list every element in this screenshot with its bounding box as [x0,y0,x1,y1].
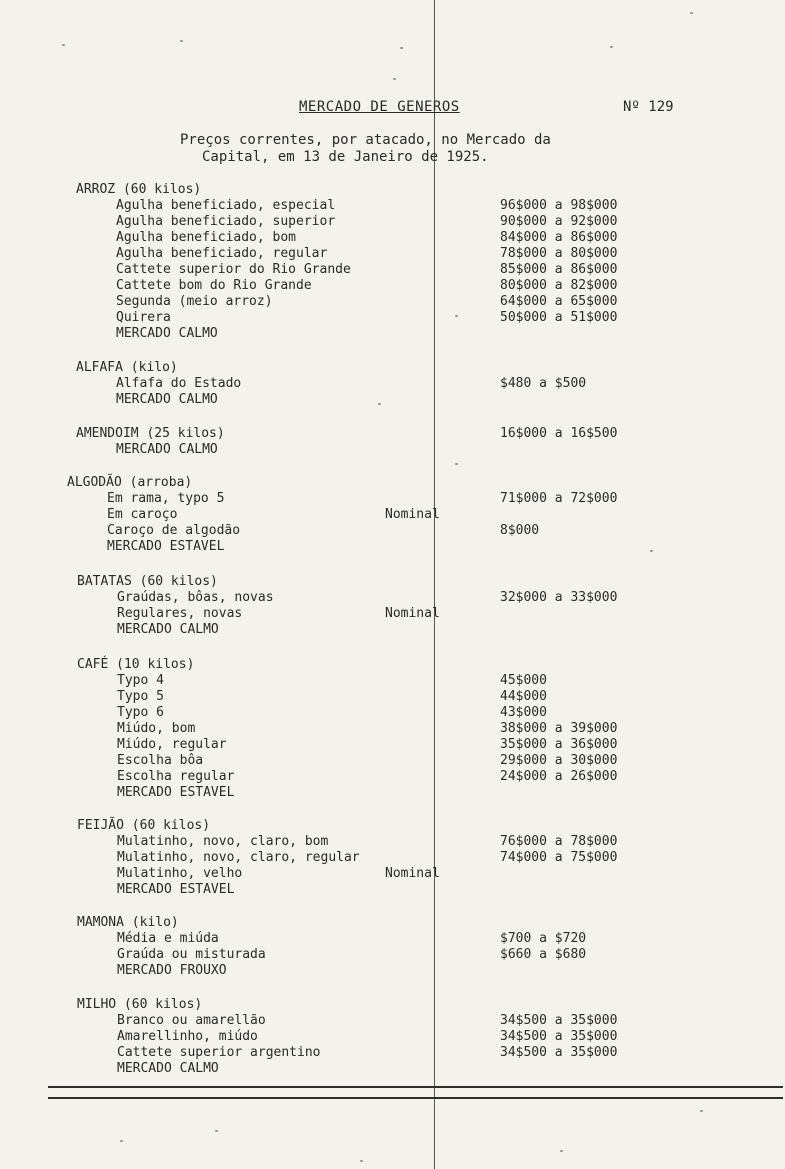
item-label: Amarellinho, miúdo [117,1029,258,1044]
item-price: 84$000 a 86$000 [500,230,618,245]
category-label: ALFAFA (kilo) [76,360,178,375]
category-label: CAFÉ (10 kilos) [77,657,195,672]
market-status: MERCADO ESTAVEL [107,539,225,554]
category-label: FEIJÃO (60 kilos) [77,818,211,833]
item-label: Mulatinho, velho [117,866,243,881]
price-row [76,198,618,214]
price-row [76,246,618,262]
price-row [77,673,547,689]
paper-speck [378,403,381,405]
market-status: MERCADO ESTAVEL [117,882,235,897]
item-label: Escolha bôa [117,753,204,768]
market-status: MERCADO ESTAVEL [117,785,235,800]
price-row [76,262,618,278]
item-price: 43$000 [500,705,547,720]
item-price: 34$500 a 35$000 [500,1029,618,1044]
item-label: Typo 5 [117,689,164,704]
section-5 [77,657,618,801]
price-row [77,721,618,737]
item-label: Cattete superior argentino [117,1045,321,1060]
category-label: AMENDOIM (25 kilos) [76,426,225,441]
bottom-rule-2 [48,1097,783,1099]
price-row [76,278,618,294]
item-label: Escolha regular [117,769,235,784]
item-price: 34$500 a 35$000 [500,1013,618,1028]
paper-speck [650,550,653,552]
price-row [77,834,618,850]
price-row [77,1013,618,1029]
market-status: MERCADO CALMO [116,392,218,407]
section-4 [77,574,618,638]
market-status: MERCADO CALMO [116,442,218,457]
market-status: MERCADO FROUXO [117,963,227,978]
item-price: 78$000 a 80$000 [500,246,618,261]
price-row [77,590,618,606]
price-row [76,214,618,230]
item-price: 45$000 [500,673,547,688]
price-row [76,230,618,246]
price-row [67,491,618,507]
item-label: Mulatinho, novo, claro, regular [117,850,360,865]
item-price: 8$000 [500,523,540,538]
page-title: MERCADO DE GENEROS [299,99,460,115]
item-price: 74$000 a 75$000 [500,850,618,865]
price-row [76,376,587,392]
paper-speck [62,44,65,46]
page-number: Nº 129 [623,99,674,115]
price-row [77,866,440,882]
item-label: Typo 6 [117,705,164,720]
item-label: Caroço de algodão [107,523,241,538]
section-8 [77,997,618,1077]
category-label: ALGODÃO (arroba) [67,475,193,490]
subtitle-line-1: Preços correntes, por atacado, no Mercado da [180,132,551,148]
item-price: 29$000 a 30$000 [500,753,618,768]
fold-line [434,0,435,1169]
paper-speck [455,315,458,317]
item-label: Miúdo, regular [117,737,227,752]
item-label: Alfafa do Estado [116,376,242,391]
paper-speck [393,78,396,80]
price-row [77,753,618,769]
price-row [77,1029,618,1045]
item-price: 76$000 a 78$000 [500,834,618,849]
item-price: 96$000 a 98$000 [500,198,618,213]
item-label: Agulha beneficiado, regular [116,246,328,261]
paper-speck [610,46,613,48]
section-2 [76,426,618,458]
section-3 [67,475,618,555]
paper-speck [180,40,183,42]
item-label: Média e miúda [117,931,219,946]
section-6 [77,818,618,898]
price-row [77,947,587,963]
item-price: $660 a $680 [500,947,587,962]
category-price: 16$000 a 16$500 [500,426,618,441]
price-row [77,606,440,622]
item-label: Graúda ou misturada [117,947,266,962]
item-label: Agulha beneficiado, especial [116,198,336,213]
price-row [77,705,547,721]
nominal-label: Nominal [385,606,440,621]
paper-speck [400,47,403,49]
item-label: Cattete superior do Rio Grande [116,262,351,277]
section-0 [76,182,618,342]
item-label: Segunda (meio arroz) [116,294,273,309]
item-price: 35$000 a 36$000 [500,737,618,752]
price-row [77,689,547,705]
category-label: MILHO (60 kilos) [77,997,203,1012]
paper-speck [215,1130,218,1132]
price-row [77,1045,618,1061]
section-1 [76,360,587,408]
nominal-label: Nominal [385,866,440,881]
paper-speck [360,1160,363,1162]
paper-speck [700,1110,703,1112]
market-status: MERCADO CALMO [117,1061,219,1076]
paper-speck [690,12,693,14]
item-price: 44$000 [500,689,547,704]
category-label: BATATAS (60 kilos) [77,574,218,589]
price-row [77,737,618,753]
price-row [76,310,618,326]
item-price: 90$000 a 92$000 [500,214,618,229]
subtitle-line-2: Capital, em 13 de Janeiro de 1925. [202,149,489,165]
item-price: 80$000 a 82$000 [500,278,618,293]
item-label: Miúdo, bom [117,721,196,736]
item-label: Graúdas, bôas, novas [117,590,274,605]
item-label: Branco ou amarellão [117,1013,266,1028]
item-price: $480 a $500 [500,376,587,391]
item-price: 71$000 a 72$000 [500,491,618,506]
item-label: Em caroço [107,507,178,522]
item-label: Agulha beneficiado, superior [116,214,336,229]
item-price: 85$000 a 86$000 [500,262,618,277]
item-label: Mulatinho, novo, claro, bom [117,834,329,849]
paper-speck [120,1140,123,1142]
item-label: Typo 4 [117,673,164,688]
item-label: Cattete bom do Rio Grande [116,278,312,293]
item-price: 24$000 a 26$000 [500,769,618,784]
subtitle [180,132,551,166]
item-price: 38$000 a 39$000 [500,721,618,736]
nominal-label: Nominal [385,507,440,522]
category-label: MAMONA (kilo) [77,915,179,930]
item-label: Quirera [116,310,171,325]
paper-speck [560,1150,563,1152]
item-label: Agulha beneficiado, bom [116,230,297,245]
price-row [77,769,618,785]
market-status: MERCADO CALMO [117,622,219,637]
price-row [77,850,618,866]
section-7 [77,915,587,979]
market-status: MERCADO CALMO [116,326,218,341]
item-price: 34$500 a 35$000 [500,1045,618,1060]
item-price: 32$000 a 33$000 [500,590,618,605]
price-row [67,507,440,523]
price-row [67,523,540,539]
price-row [76,294,618,310]
category-label: ARROZ (60 kilos) [76,182,202,197]
item-price: 50$000 a 51$000 [500,310,618,325]
item-price: 64$000 a 65$000 [500,294,618,309]
paper-speck [455,463,458,465]
item-label: Em rama, typo 5 [107,491,225,506]
price-row [77,931,587,947]
item-label: Regulares, novas [117,606,243,621]
item-price: $700 a $720 [500,931,587,946]
bottom-rule-1 [48,1086,783,1088]
